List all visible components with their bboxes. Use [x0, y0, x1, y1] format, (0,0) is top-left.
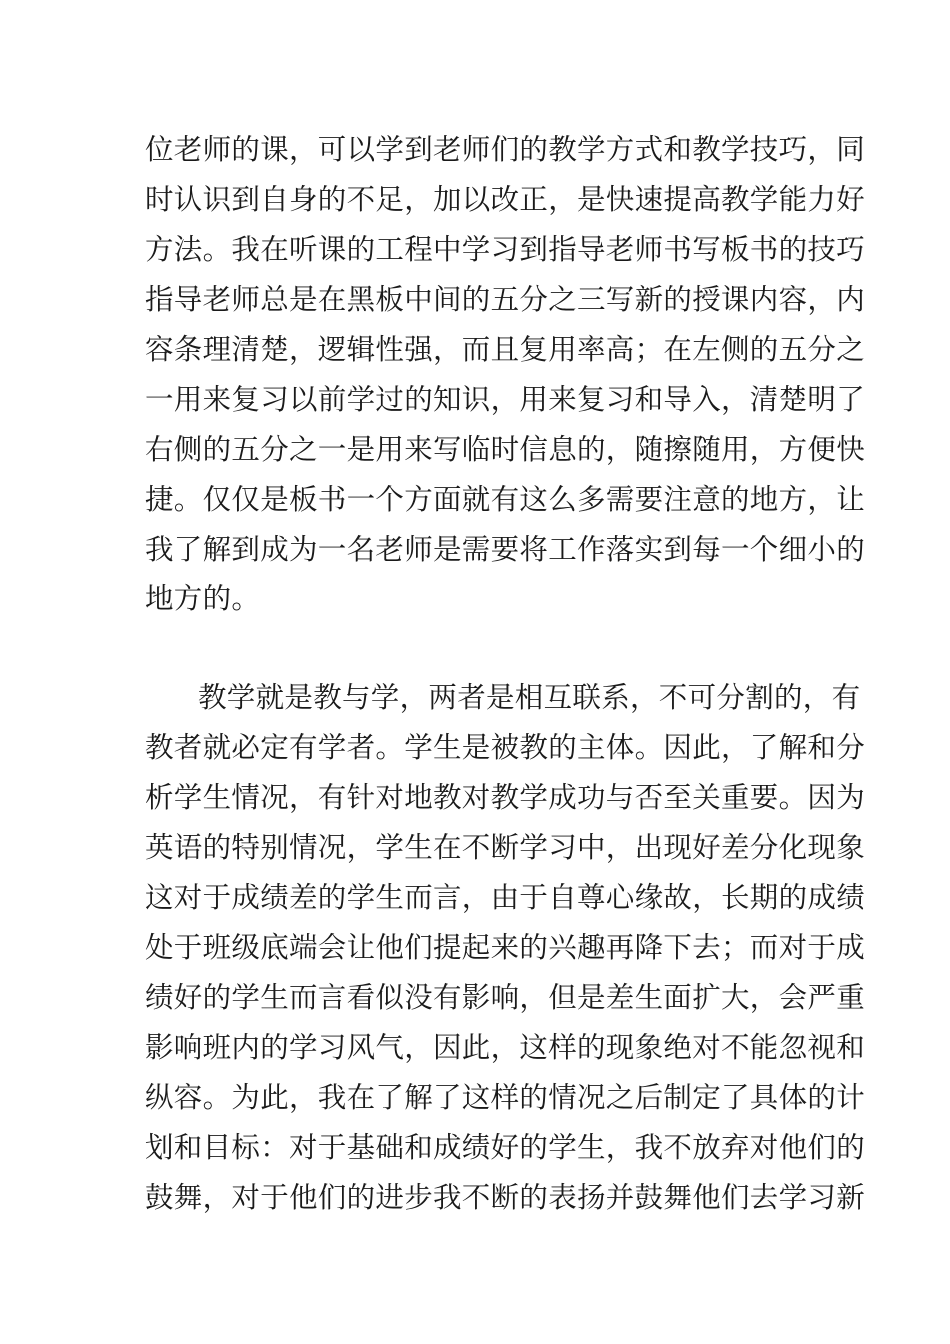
- text-line: 影响班内的学习风气，因此，这样的现象绝对不能忽视和: [145, 1031, 866, 1064]
- text-line: 指导老师总是在黑板中间的五分之三写新的授课内容，内: [145, 283, 866, 316]
- text-line: 析学生情况，有针对地教对教学成功与否至关重要。因为: [145, 781, 866, 814]
- text-line: 英语的特别情况，学生在不断学习中，出现好差分化现象: [145, 831, 866, 864]
- text-line: 位老师的课，可以学到老师们的教学方式和教学技巧，同: [145, 133, 866, 166]
- text-line: 处于班级底端会让他们提起来的兴趣再降下去；而对于成: [145, 931, 866, 964]
- text-line: 时认识到自身的不足，加以改正，是快速提高教学能力好: [145, 183, 866, 216]
- text-line: 绩好的学生而言看似没有影响，但是差生面扩大，会严重: [145, 981, 866, 1014]
- text-line: 划和目标：对于基础和成绩好的学生，我不放弃对他们的: [145, 1131, 866, 1164]
- text-line: 鼓舞，对于他们的进步我不断的表扬并鼓舞他们去学习新: [145, 1181, 866, 1214]
- text-line: 教学就是教与学，两者是相互联系，不可分割的，有: [198, 681, 861, 714]
- text-line: 容条理清楚，逻辑性强，而且复用率高；在左侧的五分之: [145, 333, 866, 366]
- text-line: 教者就必定有学者。学生是被教的主体。因此，了解和分: [145, 731, 866, 764]
- text-line: 右侧的五分之一是用来写临时信息的，随擦随用，方便快: [145, 433, 866, 466]
- text-line: 地方的。: [145, 582, 261, 615]
- text-line: 这对于成绩差的学生而言，由于自尊心缘故，长期的成绩: [145, 881, 866, 914]
- text-line: 纵容。为此，我在了解了这样的情况之后制定了具体的计: [145, 1081, 866, 1114]
- text-line: 一用来复习以前学过的知识，用来复习和导入，清楚明了: [145, 383, 866, 416]
- text-line: 我了解到成为一名老师是需要将工作落实到每一个细小的: [145, 533, 866, 566]
- text-line: 捷。仅仅是板书一个方面就有这么多需要注意的地方，让: [145, 483, 866, 516]
- text-line: 方法。我在听课的工程中学习到指导老师书写板书的技巧: [145, 233, 866, 266]
